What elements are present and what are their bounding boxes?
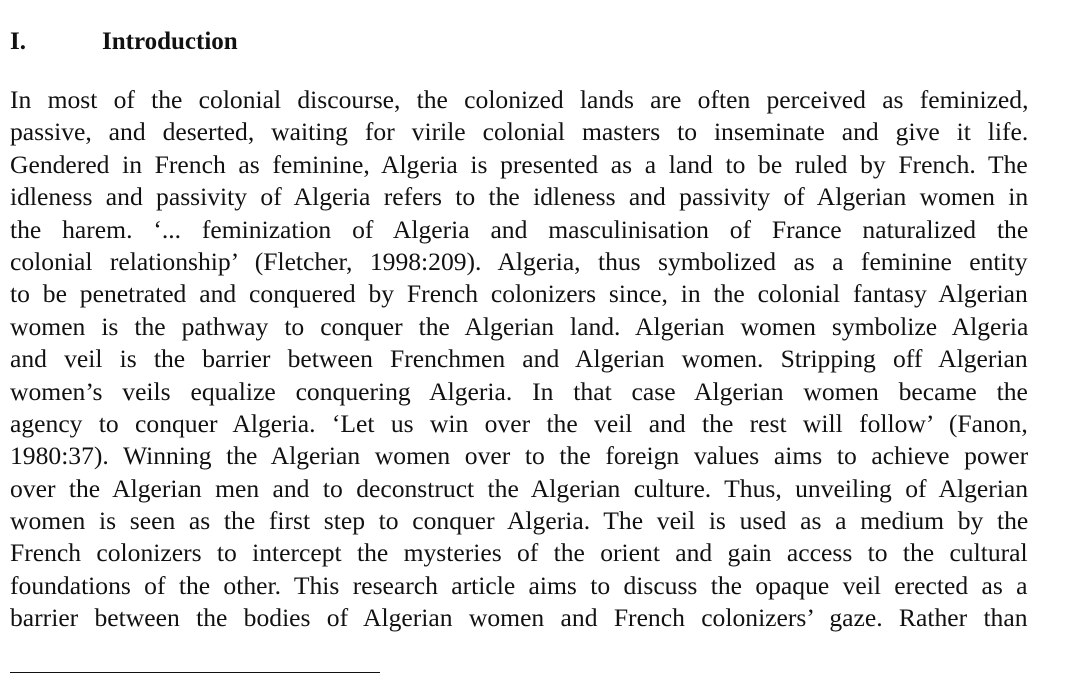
paragraph-line: women is the pathway to conquer the Algerian land. Algerian women symbolize Algeria [10, 311, 1029, 341]
paragraph-line: passive, and deserted, waiting for virile colonial masters to inseminate and give it life. [10, 117, 1029, 147]
section-heading [10, 26, 238, 58]
paragraph-line: to be penetrated and conquered by French colonizers since, in the colonial fantasy Algerian [10, 279, 1028, 309]
paragraph-line: idleness and passivity of Algeria refers to the idleness and passivity of Algerian women in [10, 182, 1029, 212]
paragraph-line: foundations of the other. This research article aims to discuss the opaque veil erected as a [10, 570, 1028, 600]
paragraph-line: the harem. ‘... feminization of Algeria and masculinisation of France naturalized the [10, 214, 1029, 244]
paragraph-line: over the Algerian men and to deconstruct the Algerian culture. Thus, unveiling of Algerian [10, 473, 1029, 503]
section-title: Introduction [102, 28, 238, 55]
paragraph-line: and veil is the barrier between Frenchmen and Algerian women. Stripping off Algerian [10, 344, 1028, 374]
paragraph-line: women is seen as the first step to conquer Algeria. The veil is used as a medium by the [10, 506, 1029, 536]
paragraph-line: barrier between the bodies of Algerian women and French colonizers’ gaze. Rather than [10, 603, 1028, 633]
paragraph-line: In most of the colonial discourse, the colonized lands are often perceived as feminized, [10, 85, 1029, 114]
paragraph-line: colonial relationship’ (Fletcher, 1998:209). Algeria, thus symbolized as a feminine entity [10, 246, 1028, 276]
paragraph-line: 1980:37). Winning the Algerian women over to the foreign values aims to achieve power [10, 441, 1029, 471]
body-paragraph [10, 84, 1028, 635]
paragraph-line: Gendered in French as feminine, Algeria is presented as a land to be ruled by French. The [10, 149, 1028, 179]
paragraph-line: agency to conquer Algeria. ‘Let us win over the veil and the rest will follow’ (Fanon, [10, 408, 1028, 438]
footnote-separator [10, 672, 380, 673]
paragraph-line: women’s veils equalize conquering Algeria. In that case Algerian women became the [10, 376, 1028, 406]
paragraph-line: French colonizers to intercept the mysteries of the orient and gain access to the cultural [10, 538, 1028, 568]
section-number: I. [10, 28, 26, 55]
